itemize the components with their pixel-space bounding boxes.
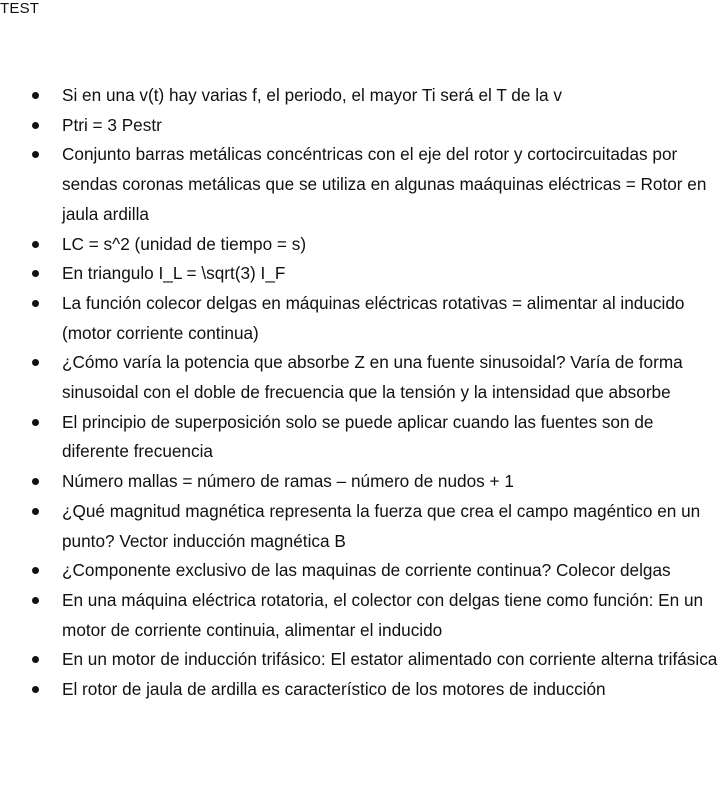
bullet-text: El rotor de jaula de ardilla es característico de los motores de inducción	[62, 679, 606, 700]
list-item	[0, 111, 721, 141]
bullet-text: LC = s^2 (unidad de tiempo = s)	[62, 233, 307, 254]
bullet-text: En un motor de inducción trifásico: El estator alimentado con corriente alterna trifásica	[62, 649, 718, 670]
bullet-text: ¿Componente exclusivo de las maquinas de corriente continua? Colecor delgas	[62, 560, 671, 581]
list-item	[0, 348, 721, 407]
list-item	[0, 289, 721, 348]
bullet-icon	[32, 656, 39, 663]
bullet-text: Ptri = 3 Pestr	[62, 114, 162, 135]
list-item	[0, 230, 721, 260]
bullet-text: La función colecor delgas en máquinas eléctricas rotativas = alimentar al inducido (motor corriente continua)	[62, 292, 685, 343]
bullet-icon	[32, 270, 39, 277]
bullet-list	[0, 81, 721, 705]
list-item	[0, 675, 721, 705]
bullet-icon	[32, 300, 39, 307]
bullet-text: ¿Qué magnitud magnética representa la fuerza que crea el campo magéntico en un punto? Vector inducción magnética B	[62, 500, 701, 551]
bullet-icon	[32, 686, 39, 693]
bullet-icon	[32, 478, 39, 485]
document-title: TEST	[0, 0, 40, 17]
list-item	[0, 140, 721, 229]
bullet-text: Conjunto barras metálicas concéntricas con el eje del rotor y cortocircuitadas por sendas coronas metálicas que se utiliza en algunas maáquinas eléctricas = Rotor en jaula ardilla	[62, 144, 707, 224]
bullet-text: ¿Cómo varía la potencia que absorbe Z en una fuente sinusoidal? Varía de forma sinusoidal con el doble de frecuencia que la tensión y la intensidad que absorbe	[62, 352, 683, 403]
list-item	[0, 467, 721, 497]
bullet-icon	[32, 241, 39, 248]
list-item	[0, 408, 721, 467]
list-item	[0, 556, 721, 586]
list-item	[0, 81, 721, 111]
bullet-text: En una máquina eléctrica rotatoria, el colector con delgas tiene como función: En un motor de corriente continuia, alimentar el inducido	[62, 589, 704, 640]
bullet-text: El principio de superposición solo se puede aplicar cuando las fuentes son de diferente frecuencia	[62, 411, 654, 462]
bullet-icon	[32, 151, 39, 158]
list-item	[0, 586, 721, 645]
bullet-icon	[32, 567, 39, 574]
bullet-icon	[32, 419, 39, 426]
bullet-text: En triangulo I_L = \sqrt(3) I_F	[62, 263, 286, 284]
list-item	[0, 259, 721, 289]
bullet-icon	[32, 122, 39, 129]
list-item	[0, 645, 721, 675]
list-item	[0, 497, 721, 556]
bullet-text: Número mallas = número de ramas – número de nudos + 1	[62, 471, 514, 492]
bullet-icon	[32, 508, 39, 515]
bullet-icon	[32, 359, 39, 366]
bullet-icon	[32, 597, 39, 604]
bullet-text: Si en una v(t) hay varias f, el periodo, el mayor Ti será el T de la v	[62, 85, 562, 105]
bullet-icon	[32, 92, 39, 99]
